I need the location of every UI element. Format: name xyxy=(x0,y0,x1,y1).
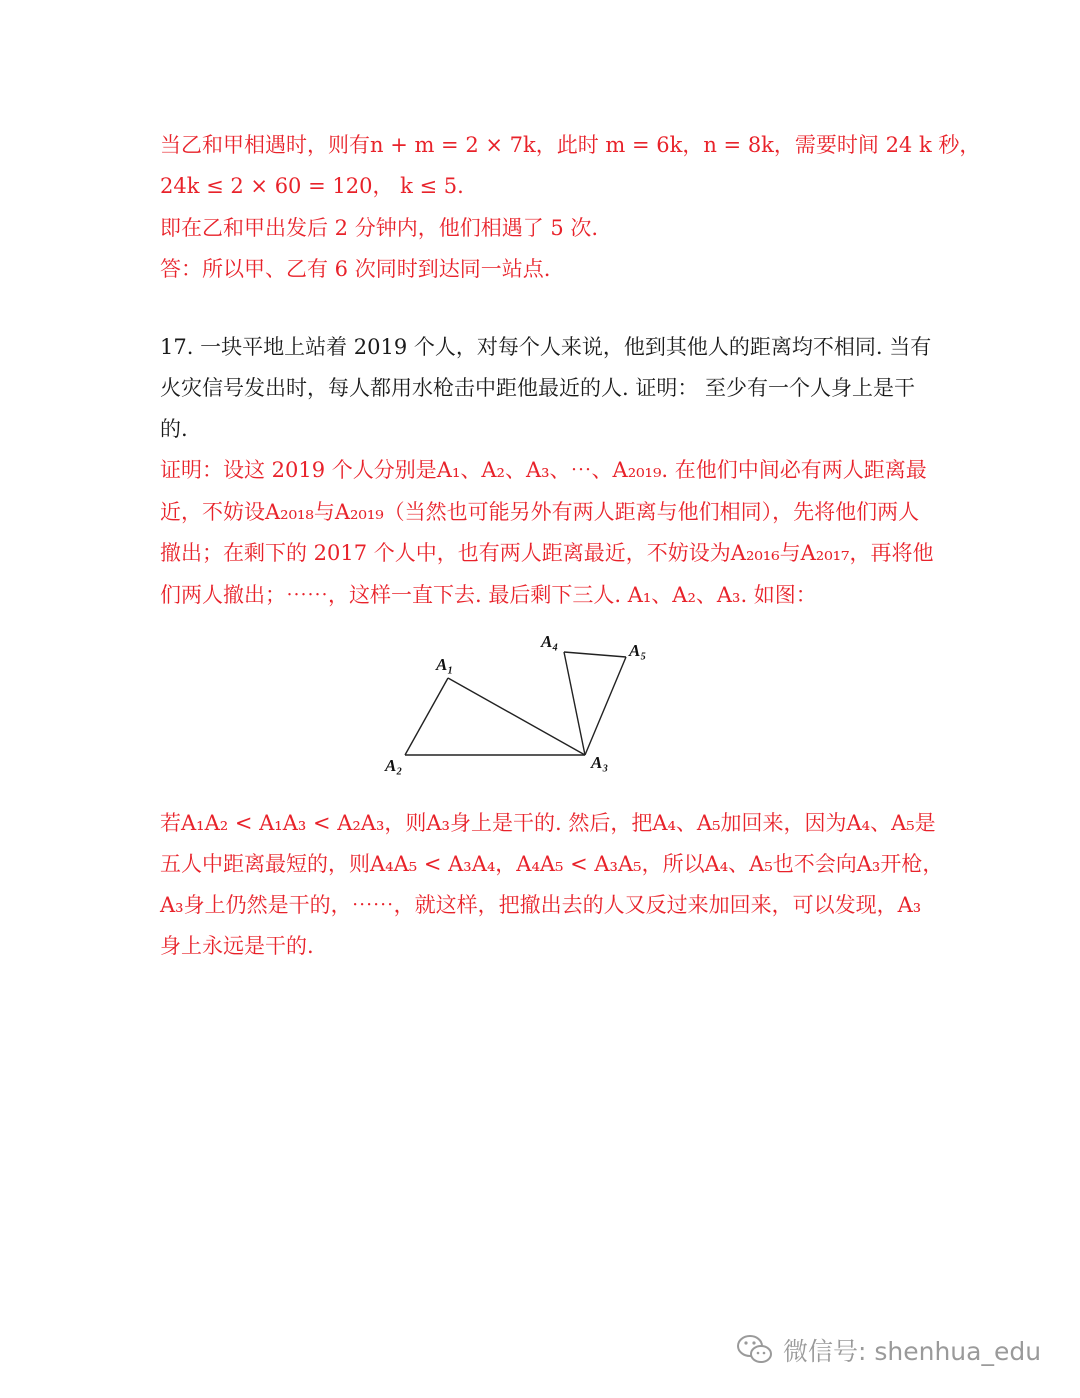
proof-line-3: 撤出；在剩下的 2017 个人中，也有两人距离最近，不妨设为A₂₀₁₆与A₂₀₁₇，再将他 xyxy=(160,541,934,565)
label-a2: A₂ xyxy=(385,756,403,775)
solution-answer: 答：所以甲、乙有 6 次同时到达同一站点. xyxy=(160,257,551,281)
wechat-icon xyxy=(735,1333,775,1367)
segment-a4-a5 xyxy=(564,652,626,657)
proof-line-6: 五人中距离最短的，则A₄A₅ < A₃A₄，A₄A₅ < A₃A₅，所以A₄、A₅也不会向A₃开枪， xyxy=(160,852,944,876)
segment-a4-a3 xyxy=(564,652,585,755)
segment-a1-a2 xyxy=(405,678,448,755)
label-a5: A₅ xyxy=(629,641,647,660)
proof-line-5: 若A₁A₂ < A₁A₃ < A₂A₃，则A₃身上是干的. 然后，把A₄、A₅加回来，因为A₄、A₅是 xyxy=(160,811,936,835)
segment-a5-a3 xyxy=(585,657,626,755)
proof-line-2: 近，不妨设A₂₀₁₈与A₂₀₁₉（当然也可能另外有两人距离与他们相同），先将他们两人 xyxy=(160,500,920,524)
proof-line-1: 证明：设这 2019 个人分别是A₁、A₂、A₃、⋯、A₂₀₁₉. 在他们中间必有两人距离最 xyxy=(160,458,927,482)
label-a4: A₄ xyxy=(541,632,559,651)
problem-17-line-3: 的. xyxy=(160,417,188,441)
proof-line-8: 身上永远是干的. xyxy=(160,934,314,958)
proof-line-7: A₃身上仍然是干的，⋯⋯，就这样，把撤出去的人又反过来加回来，可以发现，A₃ xyxy=(160,893,922,917)
solution-line-2: 24k ≤ 2 × 60 = 120， k ≤ 5. xyxy=(160,174,464,198)
problem-17-line-1: 17. 一块平地上站着 2019 个人，对每个人来说，他到其他人的距离均不相同. 当有 xyxy=(160,335,932,359)
segment-a1-a3 xyxy=(448,678,585,755)
watermark-text: 微信号: shenhua_edu xyxy=(783,1337,1042,1366)
label-a3: A₃ xyxy=(591,753,609,772)
triangle-figure xyxy=(380,628,660,778)
solution-line-3: 即在乙和甲出发后 2 分钟内，他们相遇了 5 次. xyxy=(160,216,599,240)
problem-17-line-2: 火灾信号发出时，每人都用水枪击中距他最近的人. 证明： 至少有一个人身上是干 xyxy=(160,376,916,400)
label-a1: A₁ xyxy=(436,655,454,674)
solution-line-1: 当乙和甲相遇时，则有n + m = 2 × 7k，此时 m = 6k，n = 8k，需要时间 24 k 秒， xyxy=(160,133,981,157)
watermark xyxy=(735,1330,1041,1370)
proof-line-4: 们两人撤出；⋯⋯，这样一直下去. 最后剩下三人. A₁、A₂、A₃. 如图： xyxy=(160,583,817,607)
